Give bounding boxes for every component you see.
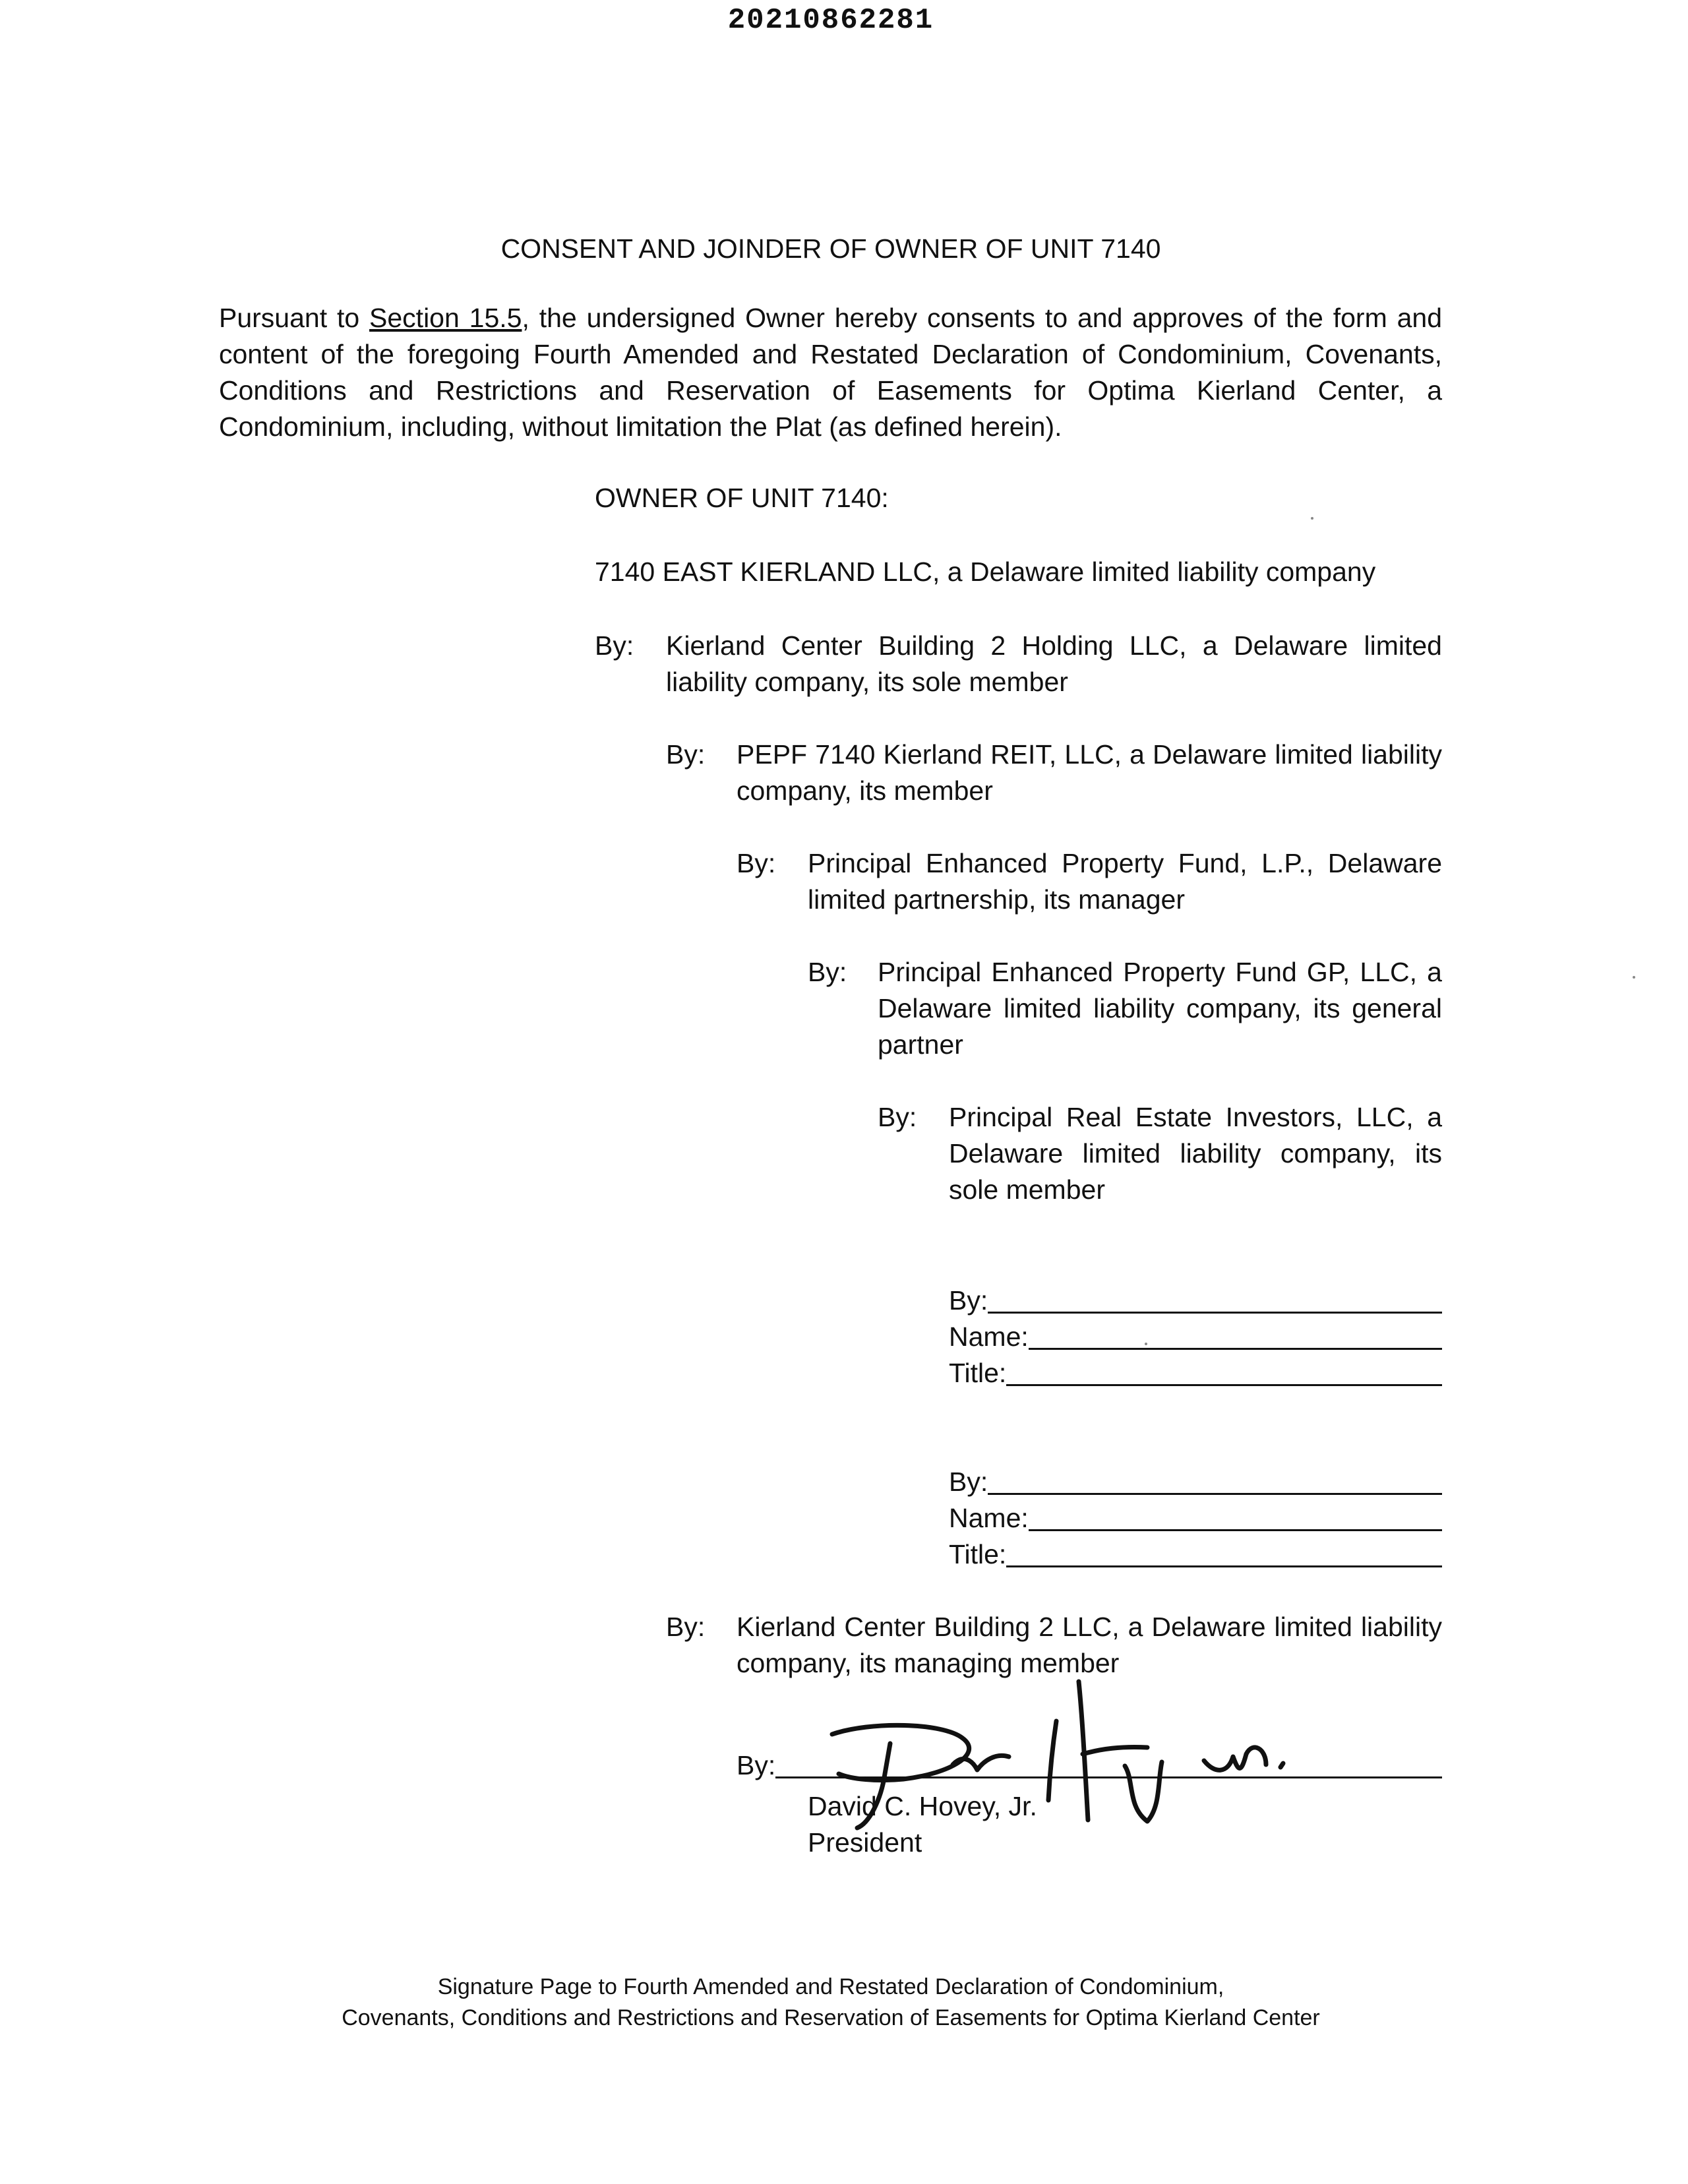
- by-label-4: By:: [808, 957, 847, 987]
- footer-line-2: Covenants, Conditions and Restrictions and Reservation of Easements for Optima Kierland Center: [342, 2005, 1320, 2030]
- signature-line-name[interactable]: [949, 1319, 1442, 1355]
- signer-title: President: [808, 1827, 922, 1858]
- signature-line-title[interactable]: [949, 1355, 1442, 1391]
- blank-line: [988, 1464, 1442, 1495]
- scan-speck: [1145, 1343, 1147, 1345]
- sig-name-label: Name:: [949, 1503, 1029, 1533]
- signature-line-title[interactable]: [949, 1536, 1442, 1573]
- by-label-3: By:: [737, 848, 776, 878]
- signature-line-by[interactable]: [949, 1283, 1442, 1319]
- sig-title-label: Title:: [949, 1539, 1007, 1569]
- page-title: CONSENT AND JOINDER OF OWNER OF UNIT 7140: [500, 233, 1161, 264]
- owner-label: OWNER OF UNIT 7140:: [595, 483, 889, 513]
- footer: [0, 1972, 1662, 2034]
- intro-body: , the undersigned Owner hereby consents to and approves of the form and content of the foregoing Fourth Amended and Restated Declaration of Condominium, Covenants, Conditions and Restrictions and Reservation of Easements for Optima Kierland Center, a Condominium, including, without limitation the Plat (as defined herein).: [219, 303, 1442, 442]
- chain-entity-3: Principal Enhanced Property Fund, L.P., Delaware limited partnership, its manager: [808, 848, 1442, 915]
- chain-entity-4: Principal Enhanced Property Fund GP, LLC, a Delaware limited liability company, its general partner: [878, 957, 1442, 1060]
- signer-by-label: By:: [737, 1750, 776, 1780]
- section-reference: Section 15.5: [369, 303, 522, 333]
- signer-name: David C. Hovey, Jr.: [808, 1791, 1037, 1821]
- sig-by-label: By:: [949, 1467, 988, 1497]
- signature-block-1: [949, 1283, 1442, 1391]
- by-label-5: By:: [878, 1102, 917, 1132]
- sig-title-label: Title:: [949, 1358, 1007, 1388]
- chain-entity-2: PEPF 7140 Kierland REIT, LLC, a Delaware limited liability company, its member: [737, 739, 1442, 806]
- chain-entity-1: Kierland Center Building 2 Holding LLC, a Delaware limited liability company, its sole member: [666, 630, 1442, 697]
- signature-line-by[interactable]: [949, 1464, 1442, 1500]
- signature-block-2: [949, 1464, 1442, 1573]
- owner-entity: 7140 EAST KIERLAND LLC, a Delaware limited liability company: [595, 557, 1376, 587]
- blank-line: [1006, 1536, 1442, 1567]
- footer-line-1: Signature Page to Fourth Amended and Restated Declaration of Condominium,: [437, 1974, 1224, 1999]
- blank-line: [1006, 1355, 1442, 1386]
- sig-name-label: Name:: [949, 1321, 1029, 1352]
- by-label-1: By:: [595, 630, 634, 661]
- recording-number: 20210862281: [727, 4, 934, 37]
- scan-speck: [1633, 976, 1635, 979]
- scan-speck: [1311, 517, 1313, 520]
- handwritten-signature: [811, 1675, 1339, 1833]
- by-label-2: By:: [666, 739, 706, 770]
- managing-member-entity: Kierland Center Building 2 LLC, a Delaware limited liability company, its managing member: [737, 1612, 1442, 1678]
- by-label-managing: By:: [666, 1612, 706, 1642]
- blank-line: [1029, 1500, 1442, 1531]
- blank-line: [1029, 1319, 1442, 1350]
- intro-prefix: Pursuant to: [219, 303, 370, 333]
- signature-line-name[interactable]: [949, 1500, 1442, 1536]
- chain-entity-5: Principal Real Estate Investors, LLC, a Delaware limited liability company, its sole member: [949, 1102, 1442, 1205]
- blank-line: [988, 1283, 1442, 1314]
- sig-by-label: By:: [949, 1285, 988, 1316]
- intro-paragraph: [219, 300, 1442, 445]
